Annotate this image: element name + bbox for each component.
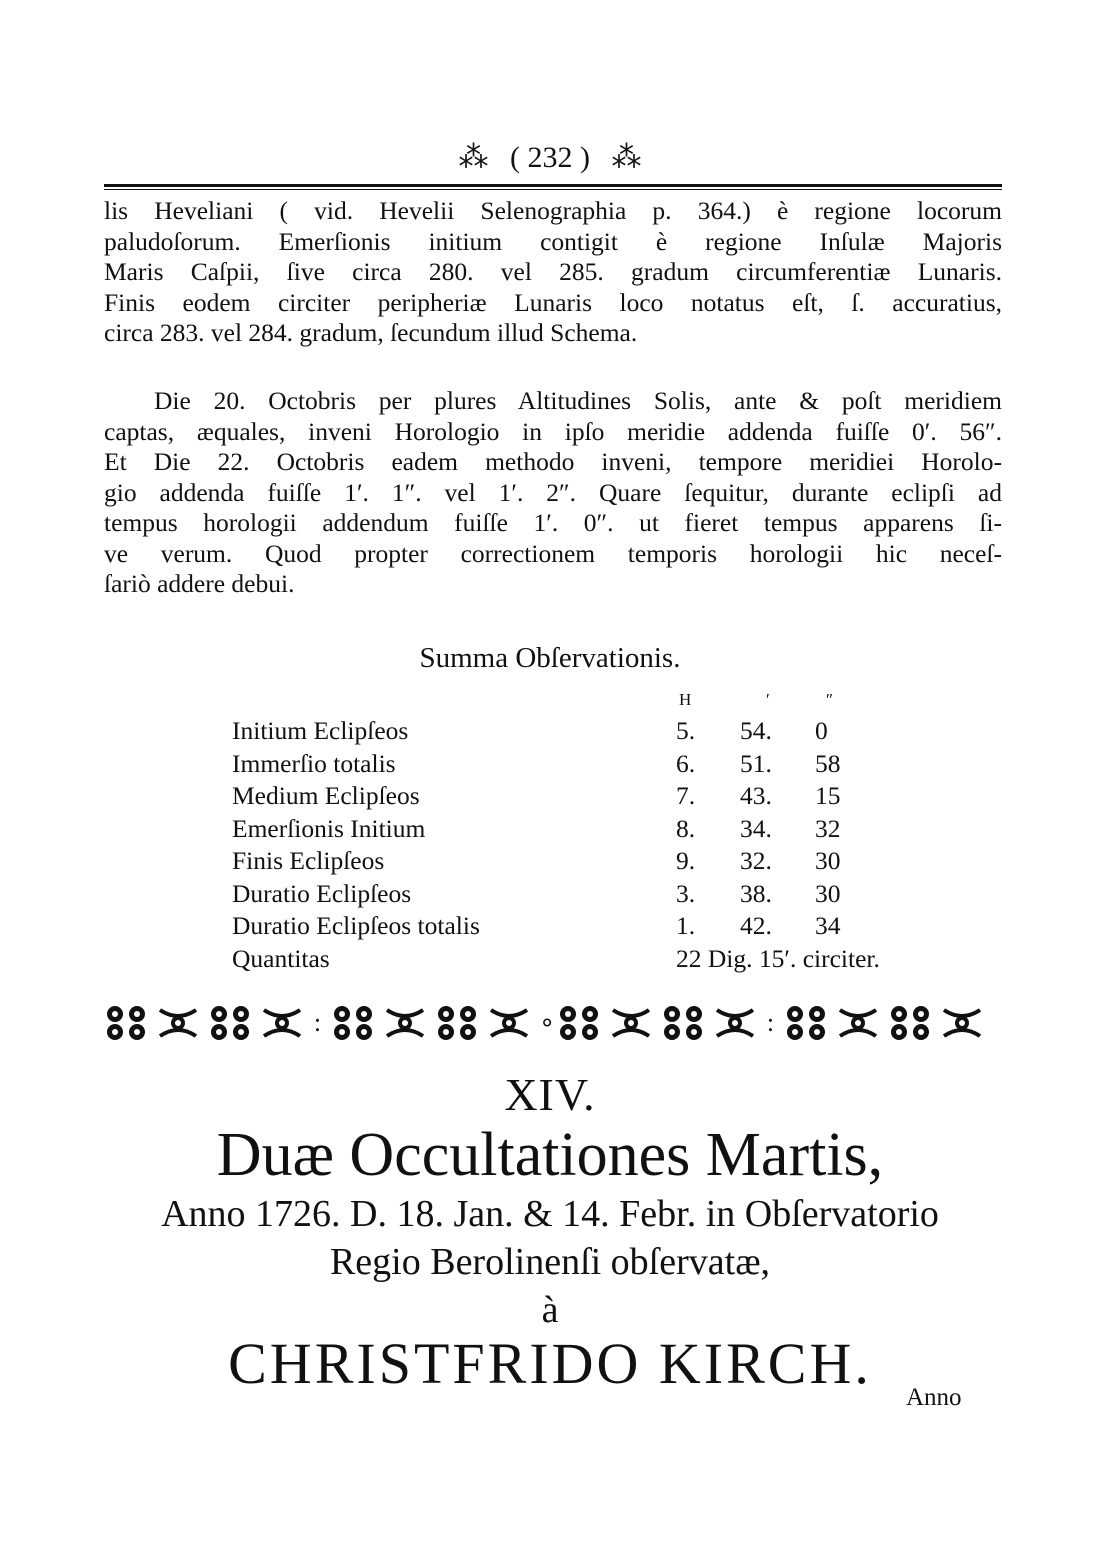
row-seconds: 32 bbox=[815, 813, 841, 843]
text-line: lis Heveliani ( vid. Hevelii Selenographia p. 364.) è regione locorum bbox=[104, 196, 1002, 225]
table-row bbox=[232, 781, 952, 814]
header-minutes: ′ bbox=[766, 690, 770, 709]
header-hours: H bbox=[679, 690, 692, 709]
fleuron-icon bbox=[208, 1004, 252, 1042]
row-seconds: 15 bbox=[815, 781, 841, 810]
section-preposition: à bbox=[541, 1289, 559, 1331]
fleuron-icon bbox=[435, 1004, 479, 1042]
row-hours: 5. bbox=[676, 716, 696, 745]
fleuron-icon bbox=[888, 1004, 932, 1042]
section-author: CHRISTFRIDO KIRCH. bbox=[228, 1331, 872, 1396]
text-line: Finis eodem circiter peripheriæ Lunaris loco notatus eſt, ſ. accuratius, bbox=[104, 287, 1002, 317]
row-label: Medium Eclipſeos bbox=[232, 781, 420, 810]
table-row bbox=[232, 749, 952, 782]
row-minutes: 42. bbox=[740, 911, 772, 940]
row-seconds: 34 bbox=[815, 911, 841, 940]
section-subtitle-1: Anno 1726. D. 18. Jan. & 14. Febr. in Obſervatorio bbox=[161, 1193, 939, 1235]
paragraph-1 bbox=[104, 196, 1002, 349]
section-title: Duæ Occultationes Martis, bbox=[216, 1121, 884, 1189]
table-row bbox=[232, 846, 952, 879]
row-hours: 1. bbox=[676, 911, 696, 940]
table-row bbox=[232, 879, 952, 912]
fleuron-icon bbox=[784, 1004, 828, 1042]
row-hours: 9. bbox=[676, 846, 696, 875]
ornament-left-icon: ⁂ bbox=[458, 141, 489, 174]
row-minutes: 51. bbox=[740, 748, 772, 778]
ornament-right-icon: ⁂ bbox=[611, 141, 642, 174]
row-minutes: 54. bbox=[740, 716, 772, 745]
text-line: paludoſorum. Emerſionis initium contigit è regione Inſulæ Majoris bbox=[104, 226, 1002, 256]
row-hours: 7. bbox=[676, 781, 696, 810]
header-rule bbox=[104, 184, 1002, 187]
header-seconds: ″ bbox=[826, 690, 834, 709]
row-hours: 8. bbox=[676, 813, 696, 843]
fleuron-separator: : bbox=[313, 1008, 322, 1037]
text-line: Maris Caſpii, ſive circa 280. vel 285. gradum circumferentiæ Lunaris. bbox=[104, 257, 1002, 286]
row-label: Emerſionis Initium bbox=[232, 813, 426, 843]
table-row-quantitas bbox=[232, 944, 952, 977]
quantitas-value: 22 Dig. 15′. circiter. bbox=[676, 943, 880, 973]
text-line: Die 20. Octobris per plures Altitudines Solis, ante & poſt meridiem bbox=[154, 386, 1002, 415]
fleuron-band bbox=[104, 1000, 984, 1046]
row-seconds: 30 bbox=[815, 846, 841, 875]
fleuron-icon bbox=[661, 1004, 705, 1042]
observation-table bbox=[232, 690, 952, 976]
table-row bbox=[232, 814, 952, 847]
summa-title: Summa Obſervationis. bbox=[419, 642, 681, 674]
row-label: Immerſio totalis bbox=[232, 748, 396, 778]
row-minutes: 34. bbox=[740, 813, 772, 843]
row-hours: 3. bbox=[676, 878, 696, 908]
row-label: Duratio Eclipſeos bbox=[232, 878, 412, 908]
fleuron-separator: ∘ bbox=[538, 1008, 556, 1037]
fleuron-separator: : bbox=[766, 1008, 775, 1037]
quantitas-label: Quantitas bbox=[232, 943, 330, 973]
row-label: Duratio Eclipſeos totalis bbox=[232, 911, 480, 940]
text-line: Et Die 22. Octobris eadem methodo inveni, tempore meridiei Horolo- bbox=[104, 447, 1002, 476]
fleuron-icon bbox=[260, 1004, 304, 1042]
fleuron-icon bbox=[487, 1004, 531, 1042]
row-seconds: 0 bbox=[815, 716, 828, 745]
row-label: Initium Eclipſeos bbox=[232, 716, 409, 745]
row-minutes: 32. bbox=[740, 846, 772, 875]
table-row bbox=[232, 911, 952, 944]
row-seconds: 30 bbox=[815, 878, 841, 908]
section-numeral: XIV. bbox=[504, 1069, 596, 1120]
text-line: ſariò addere debui. bbox=[104, 569, 295, 598]
catchword: Anno bbox=[906, 1384, 962, 1411]
page-number: ( 232 ) bbox=[510, 141, 590, 174]
text-line: ve verum. Quod propter correctionem temporis horologii hic neceſ- bbox=[104, 538, 1002, 568]
fleuron-icon bbox=[836, 1004, 880, 1042]
text-line: circa 283. vel 284. gradum, ſecundum illud Schema. bbox=[104, 318, 638, 347]
header-rule-thin bbox=[104, 189, 1002, 190]
fleuron-icon bbox=[156, 1004, 200, 1042]
fleuron-icon bbox=[713, 1004, 757, 1042]
fleuron-icon bbox=[557, 1004, 601, 1042]
text-line: gio addenda fuiſſe 1′. 1″. vel 1′. 2″. Quare ſequitur, durante eclipſi ad bbox=[104, 477, 1002, 507]
row-minutes: 38. bbox=[740, 878, 772, 908]
section-subtitle-2: Regio Berolinenſi obſervatæ, bbox=[329, 1241, 771, 1283]
fleuron-icon bbox=[383, 1004, 427, 1042]
row-hours: 6. bbox=[676, 748, 696, 778]
fleuron-icon bbox=[940, 1004, 984, 1042]
fleuron-icon bbox=[331, 1004, 375, 1042]
fleuron-icon bbox=[104, 1004, 148, 1042]
row-minutes: 43. bbox=[740, 781, 772, 810]
table-header-row bbox=[232, 690, 952, 716]
paragraph-2 bbox=[104, 386, 1002, 600]
fleuron-icon bbox=[609, 1004, 653, 1042]
row-seconds: 58 bbox=[815, 748, 841, 778]
page-header bbox=[0, 140, 1100, 175]
row-label: Finis Eclipſeos bbox=[232, 846, 385, 875]
table-row bbox=[232, 716, 952, 749]
text-line: captas, æquales, inveni Horologio in ipſo meridie addenda fuiſſe 0′. 56″. bbox=[104, 416, 1002, 446]
text-line: tempus horologii addendum fuiſſe 1′. 0″. ut fieret tempus apparens ſi- bbox=[104, 508, 1002, 537]
